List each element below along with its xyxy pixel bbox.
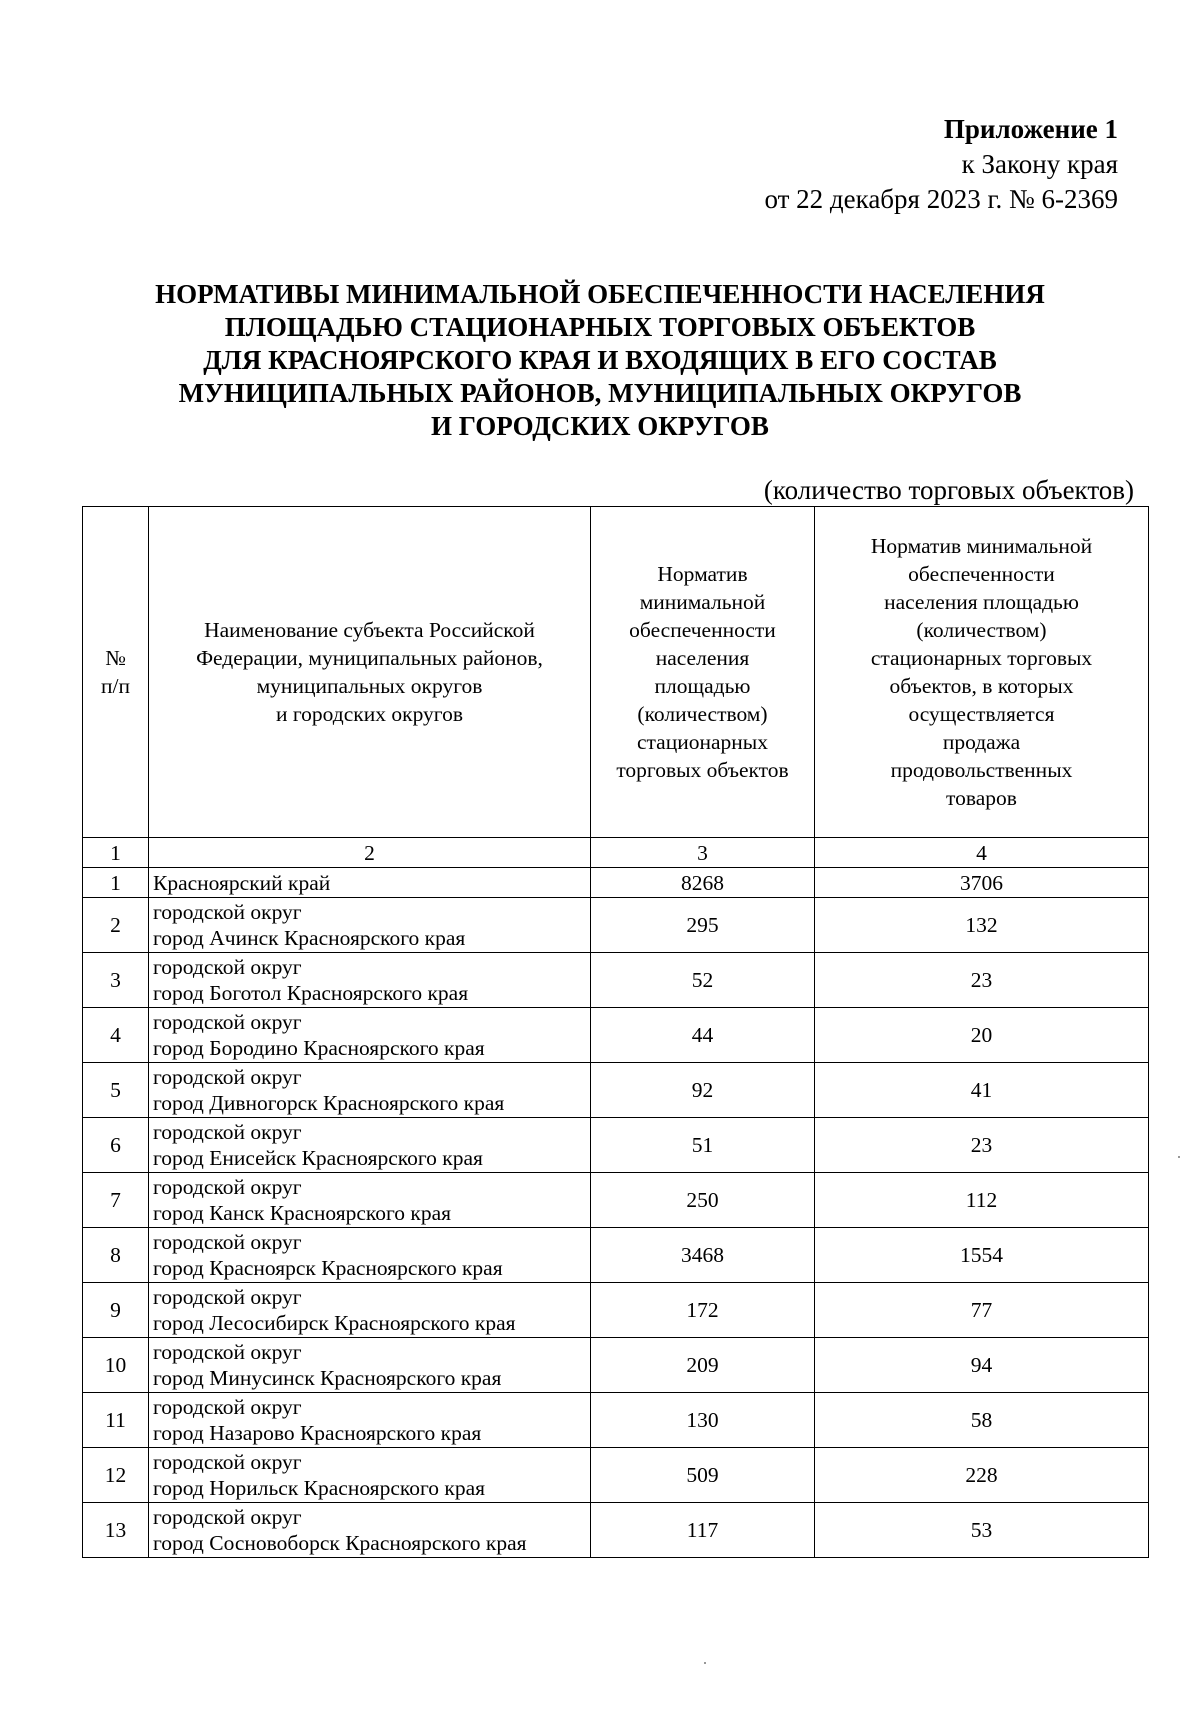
row-norm-total: 52	[591, 953, 815, 1008]
appendix-block	[764, 112, 1118, 217]
header-text: площадью	[654, 674, 751, 698]
header-col-number	[83, 507, 149, 838]
header-text: минимальной	[639, 590, 766, 614]
norms-table	[82, 506, 1149, 1558]
header-text: стационарных торговых	[870, 646, 1093, 670]
header-text: Федерации, муниципальных районов,	[196, 646, 543, 670]
row-name-line: городской округ	[153, 1340, 302, 1364]
header-text: обеспеченности	[629, 618, 776, 642]
row-name-line: город Ачинск Красноярского края	[153, 926, 466, 950]
header-text: торговых объектов	[616, 758, 789, 782]
row-name-line: городской округ	[153, 1505, 302, 1529]
row-name	[149, 1228, 591, 1283]
scan-speck	[704, 1662, 706, 1664]
row-name-line: город Минусинск Красноярского края	[153, 1366, 502, 1390]
column-number-row	[83, 838, 1149, 868]
header-text: обеспеченности	[908, 562, 1055, 586]
row-norm-total: 44	[591, 1008, 815, 1063]
header-text: стационарных	[636, 730, 768, 754]
row-number: 5	[83, 1063, 149, 1118]
row-name	[149, 1063, 591, 1118]
table-row	[83, 1283, 1149, 1338]
row-name-line: городской округ	[153, 1010, 302, 1034]
column-number: 1	[83, 838, 149, 868]
row-norm-food: 94	[815, 1338, 1149, 1393]
row-name-line: город Лесосибирск Красноярского края	[153, 1311, 516, 1335]
column-number: 4	[815, 838, 1149, 868]
header-text: продажа	[942, 730, 1021, 754]
row-name-line: городской округ	[153, 1395, 302, 1419]
row-name	[149, 953, 591, 1008]
row-number: 7	[83, 1173, 149, 1228]
row-norm-total: 3468	[591, 1228, 815, 1283]
appendix-title: Приложение 1	[943, 114, 1118, 144]
row-name-line: город Канск Красноярского края	[153, 1201, 452, 1225]
table-header-row	[83, 507, 1149, 838]
table-row	[83, 1503, 1149, 1558]
table-row	[83, 1173, 1149, 1228]
table-row	[83, 1063, 1149, 1118]
table-row	[83, 1118, 1149, 1173]
header-text: Норматив минимальной	[870, 534, 1093, 558]
row-norm-total: 250	[591, 1173, 815, 1228]
table-row	[83, 1338, 1149, 1393]
row-name-line: городской округ	[153, 1285, 302, 1309]
row-number: 1	[83, 868, 149, 898]
header-text: населения	[655, 646, 750, 670]
header-text: №	[105, 646, 126, 670]
row-norm-food: 23	[815, 953, 1149, 1008]
row-name-line: городской округ	[153, 900, 302, 924]
row-name	[149, 1283, 591, 1338]
header-text: продовольственных	[890, 758, 1073, 782]
table-row	[83, 898, 1149, 953]
title-line: НОРМАТИВЫ МИНИМАЛЬНОЙ ОБЕСПЕЧЕННОСТИ НАСЕЛЕНИЯ	[155, 279, 1045, 309]
row-number: 13	[83, 1503, 149, 1558]
header-text: объектов, в которых	[889, 674, 1074, 698]
row-number: 3	[83, 953, 149, 1008]
units-note: (количество торговых объектов)	[763, 475, 1134, 505]
appendix-date-number: от 22 декабря 2023 г. № 6-2369	[764, 184, 1118, 214]
row-name-line: городской округ	[153, 1175, 302, 1199]
row-norm-food: 112	[815, 1173, 1149, 1228]
row-norm-food: 20	[815, 1008, 1149, 1063]
row-number: 8	[83, 1228, 149, 1283]
row-norm-food: 41	[815, 1063, 1149, 1118]
row-number: 12	[83, 1448, 149, 1503]
row-name-line: город Назарово Красноярского края	[153, 1421, 482, 1445]
row-name	[149, 1503, 591, 1558]
row-norm-total: 8268	[591, 868, 815, 898]
row-number: 6	[83, 1118, 149, 1173]
table-row	[83, 1448, 1149, 1503]
table-row	[83, 1008, 1149, 1063]
header-text: (количеством)	[637, 702, 768, 726]
row-norm-food: 228	[815, 1448, 1149, 1503]
table-row	[83, 1228, 1149, 1283]
row-name-line: городской округ	[153, 1120, 302, 1144]
row-norm-food: 23	[815, 1118, 1149, 1173]
table-row	[83, 1393, 1149, 1448]
title-line: И ГОРОДСКИХ ОКРУГОВ	[431, 411, 769, 441]
row-name	[149, 1173, 591, 1228]
row-norm-total: 117	[591, 1503, 815, 1558]
row-name-line: город Боготол Красноярского края	[153, 981, 469, 1005]
title-line: ДЛЯ КРАСНОЯРСКОГО КРАЯ И ВХОДЯЩИХ В ЕГО СОСТАВ	[203, 345, 997, 375]
header-text: Норматив	[657, 562, 748, 586]
row-norm-total: 51	[591, 1118, 815, 1173]
column-number: 2	[149, 838, 591, 868]
row-name-line: городской округ	[153, 1230, 302, 1254]
title-line: МУНИЦИПАЛЬНЫХ РАЙОНОВ, МУНИЦИПАЛЬНЫХ ОКРУГОВ	[178, 378, 1022, 408]
document-title	[100, 278, 1100, 443]
row-norm-total: 172	[591, 1283, 815, 1338]
header-col-norm-total	[591, 507, 815, 838]
row-name-line: город Норильск Красноярского края	[153, 1476, 486, 1500]
row-name-line: городской округ	[153, 955, 302, 979]
header-text: муниципальных округов	[256, 674, 483, 698]
row-norm-total: 130	[591, 1393, 815, 1448]
header-text: осуществляется	[908, 702, 1055, 726]
table-row	[83, 868, 1149, 898]
row-name	[149, 1393, 591, 1448]
row-norm-food: 77	[815, 1283, 1149, 1338]
row-number: 11	[83, 1393, 149, 1448]
scan-speck	[1178, 1156, 1180, 1158]
header-text: населения площадью	[884, 590, 1079, 614]
row-name-line: город Бородино Красноярского края	[153, 1036, 485, 1060]
row-number: 4	[83, 1008, 149, 1063]
header-text: товаров	[946, 786, 1017, 810]
row-name-line: город Красноярск Красноярского края	[153, 1256, 503, 1280]
row-number: 10	[83, 1338, 149, 1393]
header-text: и городских округов	[276, 702, 463, 726]
row-norm-food: 3706	[815, 868, 1149, 898]
row-number: 9	[83, 1283, 149, 1338]
row-norm-total: 509	[591, 1448, 815, 1503]
header-col-norm-food	[815, 507, 1149, 838]
header-text: (количеством)	[916, 618, 1047, 642]
header-col-name	[149, 507, 591, 838]
row-norm-food: 53	[815, 1503, 1149, 1558]
row-name	[149, 1008, 591, 1063]
appendix-law-ref: к Закону края	[961, 149, 1118, 179]
title-line: ПЛОЩАДЬЮ СТАЦИОНАРНЫХ ТОРГОВЫХ ОБЪЕКТОВ	[224, 312, 976, 342]
row-norm-food: 132	[815, 898, 1149, 953]
row-name-line: Красноярский край	[153, 870, 331, 895]
row-norm-total: 92	[591, 1063, 815, 1118]
row-norm-total: 295	[591, 898, 815, 953]
header-text: Наименование субъекта Российской	[204, 618, 535, 642]
row-norm-food: 58	[815, 1393, 1149, 1448]
row-name	[149, 868, 591, 898]
row-name	[149, 1448, 591, 1503]
table-row	[83, 953, 1149, 1008]
row-name	[149, 1118, 591, 1173]
row-name-line: город Енисейск Красноярского края	[153, 1146, 483, 1170]
header-text: п/п	[101, 674, 130, 698]
row-number: 2	[83, 898, 149, 953]
row-name-line: город Сосновоборск Красноярского края	[153, 1531, 527, 1555]
row-name-line: городской округ	[153, 1450, 302, 1474]
row-name-line: город Дивногорск Красноярского края	[153, 1091, 505, 1115]
row-name	[149, 898, 591, 953]
row-name-line: городской округ	[153, 1065, 302, 1089]
row-name	[149, 1338, 591, 1393]
row-norm-food: 1554	[815, 1228, 1149, 1283]
row-norm-total: 209	[591, 1338, 815, 1393]
column-number: 3	[591, 838, 815, 868]
